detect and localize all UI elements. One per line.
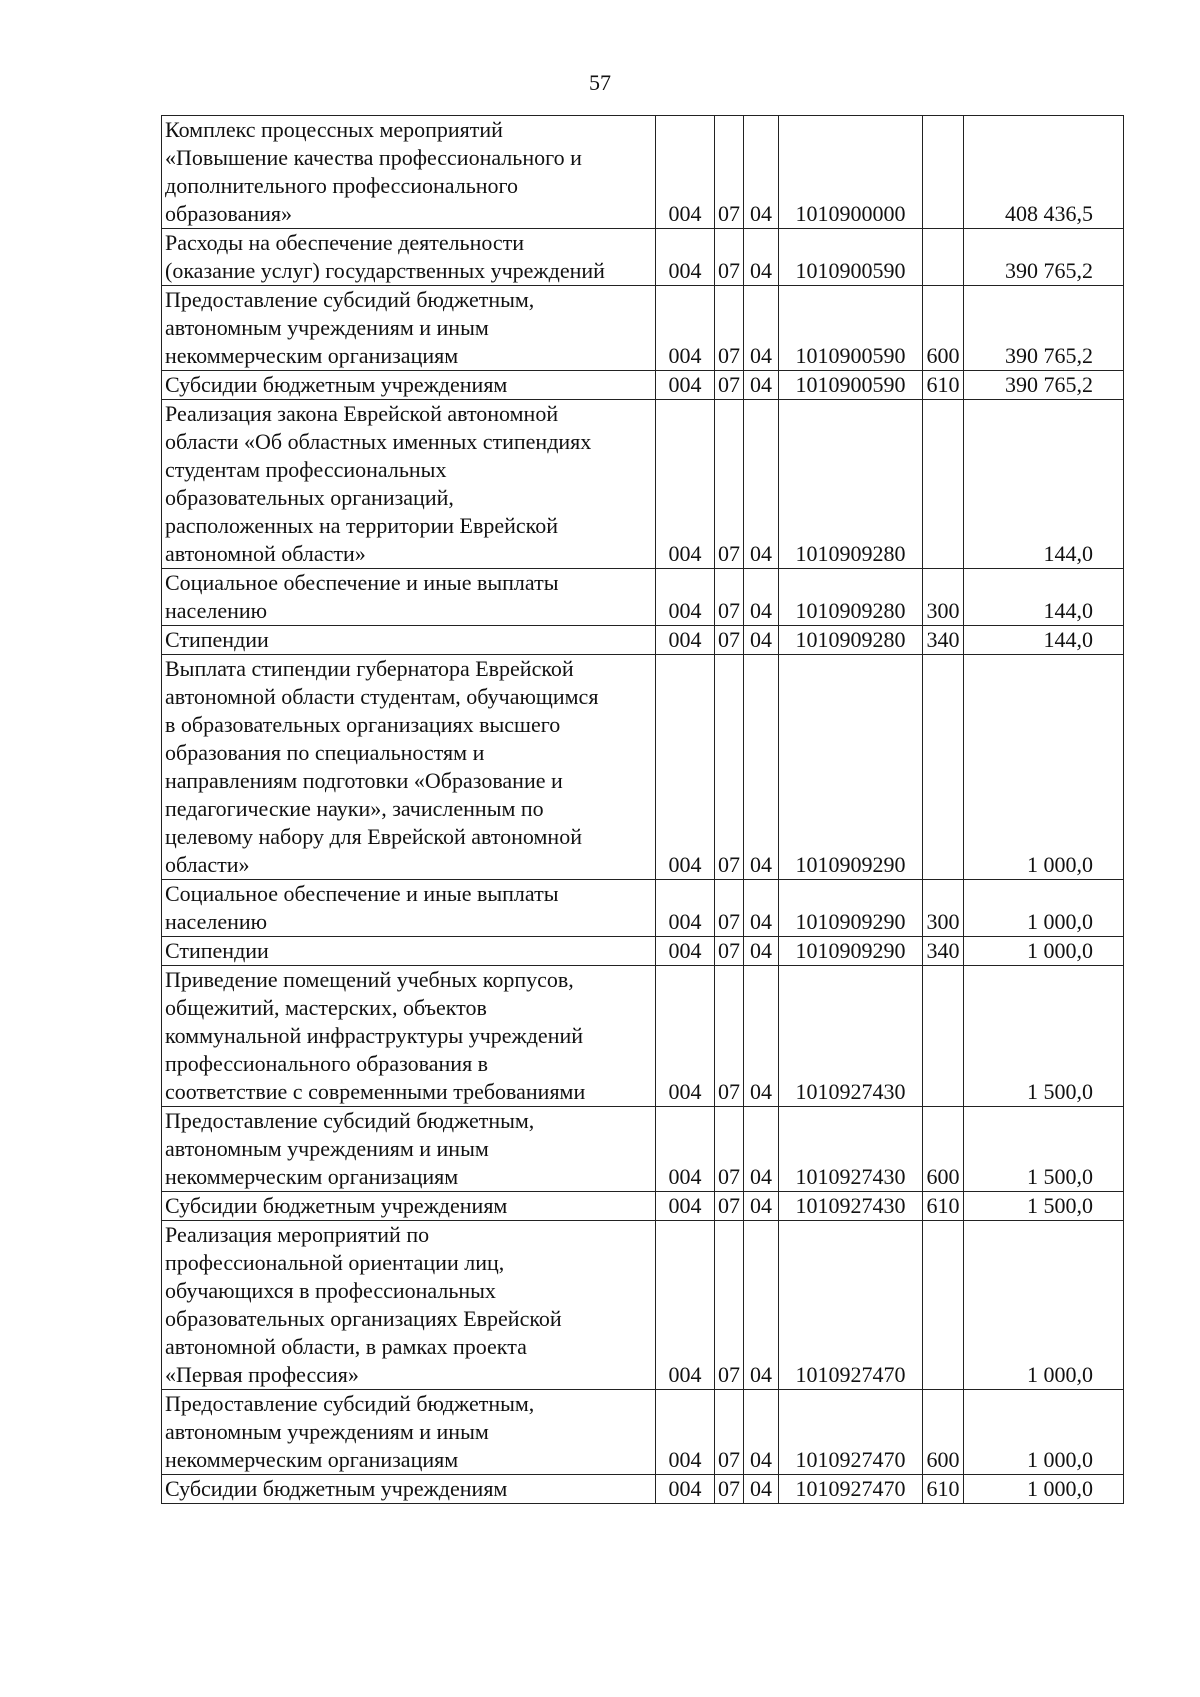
section-code-cell: 07 [715, 569, 744, 626]
ministry-code-cell: 004 [656, 655, 715, 880]
description-line: «Повышение качества профессионального и [165, 145, 582, 170]
description-line: (оказание услуг) государственных учреждений [165, 258, 605, 283]
description-line: профессионального образования в [165, 1051, 489, 1076]
section-code-cell: 07 [715, 1192, 744, 1221]
description-line: населению [165, 909, 268, 934]
description-cell [162, 626, 656, 655]
expense-type-cell: 340 [923, 626, 964, 655]
amount-cell: 1 000,0 [964, 655, 1124, 880]
subsection-code-cell: 04 [744, 655, 779, 880]
ministry-code-cell: 004 [656, 1107, 715, 1192]
budget-table [161, 115, 1124, 1504]
description-line: коммунальной инфраструктуры учреждений [165, 1023, 584, 1048]
description-cell [162, 569, 656, 626]
amount-cell: 1 000,0 [964, 880, 1124, 937]
ministry-code-cell: 004 [656, 626, 715, 655]
subsection-code-cell: 04 [744, 1221, 779, 1390]
subsection-code-cell: 04 [744, 286, 779, 371]
description-line: студентам профессиональных [165, 457, 447, 482]
description-line: образования по специальностям и [165, 740, 485, 765]
target-article-cell: 1010909280 [779, 626, 923, 655]
amount-cell: 144,0 [964, 400, 1124, 569]
section-code-cell: 07 [715, 1475, 744, 1504]
table-row [162, 966, 1124, 1107]
description-line: Комплекс процессных мероприятий [165, 117, 503, 142]
ministry-code-cell: 004 [656, 400, 715, 569]
description-cell [162, 655, 656, 880]
table-row [162, 626, 1124, 655]
amount-cell: 1 000,0 [964, 937, 1124, 966]
description-cell [162, 1221, 656, 1390]
amount-cell: 390 765,2 [964, 229, 1124, 286]
table-row [162, 1107, 1124, 1192]
description-cell [162, 937, 656, 966]
description-line: Приведение помещений учебных корпусов, [165, 967, 574, 992]
subsection-code-cell: 04 [744, 371, 779, 400]
table-row [162, 1221, 1124, 1390]
amount-cell: 1 500,0 [964, 1107, 1124, 1192]
target-article-cell: 1010927470 [779, 1475, 923, 1504]
ministry-code-cell: 004 [656, 1221, 715, 1390]
target-article-cell: 1010909290 [779, 937, 923, 966]
description-line: Стипендии [165, 938, 269, 963]
description-cell [162, 1192, 656, 1221]
expense-type-cell [923, 400, 964, 569]
target-article-cell: 1010909280 [779, 400, 923, 569]
ministry-code-cell: 004 [656, 1192, 715, 1221]
target-article-cell: 1010900000 [779, 116, 923, 229]
ministry-code-cell: 004 [656, 937, 715, 966]
target-article-cell: 1010927470 [779, 1390, 923, 1475]
table-body [162, 116, 1124, 1504]
section-code-cell: 07 [715, 1221, 744, 1390]
subsection-code-cell: 04 [744, 116, 779, 229]
target-article-cell: 1010927430 [779, 966, 923, 1107]
section-code-cell: 07 [715, 371, 744, 400]
subsection-code-cell: 04 [744, 569, 779, 626]
table-row [162, 1475, 1124, 1504]
table-row [162, 1390, 1124, 1475]
ministry-code-cell: 004 [656, 880, 715, 937]
description-line: автономным учреждениям и иным [165, 1419, 489, 1444]
description-line: Реализация мероприятий по [165, 1222, 430, 1247]
expense-type-cell [923, 229, 964, 286]
amount-cell: 1 000,0 [964, 1475, 1124, 1504]
section-code-cell: 07 [715, 880, 744, 937]
description-line: Предоставление субсидий бюджетным, [165, 1391, 535, 1416]
expense-type-cell: 300 [923, 569, 964, 626]
expense-type-cell: 610 [923, 371, 964, 400]
description-line: расположенных на территории Еврейской [165, 513, 558, 538]
section-code-cell: 07 [715, 1107, 744, 1192]
expense-type-cell: 600 [923, 1107, 964, 1192]
expense-type-cell [923, 966, 964, 1107]
section-code-cell: 07 [715, 116, 744, 229]
description-line: Субсидии бюджетным учреждениям [165, 1193, 508, 1218]
table-row [162, 937, 1124, 966]
table-row [162, 655, 1124, 880]
description-line: образовательных организаций, [165, 485, 454, 510]
target-article-cell: 1010900590 [779, 286, 923, 371]
target-article-cell: 1010909290 [779, 655, 923, 880]
description-cell [162, 1390, 656, 1475]
target-article-cell: 1010927470 [779, 1221, 923, 1390]
amount-cell: 390 765,2 [964, 286, 1124, 371]
section-code-cell: 07 [715, 400, 744, 569]
description-line: области «Об областных именных стипендиях [165, 429, 592, 454]
description-line: автономной области, в рамках проекта [165, 1334, 527, 1359]
amount-cell: 1 500,0 [964, 966, 1124, 1107]
description-line: автономным учреждениям и иным [165, 315, 489, 340]
ministry-code-cell: 004 [656, 229, 715, 286]
ministry-code-cell: 004 [656, 116, 715, 229]
ministry-code-cell: 004 [656, 1390, 715, 1475]
section-code-cell: 07 [715, 966, 744, 1107]
description-line: дополнительного профессионального [165, 173, 518, 198]
description-line: целевому набору для Еврейской автономной [165, 824, 582, 849]
target-article-cell: 1010927430 [779, 1192, 923, 1221]
table-row [162, 569, 1124, 626]
section-code-cell: 07 [715, 626, 744, 655]
description-line: автономным учреждениям и иным [165, 1136, 489, 1161]
description-line: некоммерческим организациям [165, 1164, 459, 1189]
description-line: профессиональной ориентации лиц, [165, 1250, 505, 1275]
section-code-cell: 07 [715, 286, 744, 371]
amount-cell: 408 436,5 [964, 116, 1124, 229]
description-line: Расходы на обеспечение деятельности [165, 230, 525, 255]
description-line: населению [165, 598, 268, 623]
description-cell [162, 880, 656, 937]
description-line: Реализация закона Еврейской автономной [165, 401, 559, 426]
target-article-cell: 1010900590 [779, 229, 923, 286]
description-line: Субсидии бюджетным учреждениям [165, 372, 508, 397]
page-number: 57 [589, 70, 611, 95]
target-article-cell: 1010927430 [779, 1107, 923, 1192]
subsection-code-cell: 04 [744, 626, 779, 655]
table-row [162, 371, 1124, 400]
expense-type-cell [923, 116, 964, 229]
amount-cell: 144,0 [964, 626, 1124, 655]
subsection-code-cell: 04 [744, 966, 779, 1107]
amount-cell: 390 765,2 [964, 371, 1124, 400]
description-line: Социальное обеспечение и иные выплаты [165, 881, 559, 906]
target-article-cell: 1010909280 [779, 569, 923, 626]
section-code-cell: 07 [715, 1390, 744, 1475]
ministry-code-cell: 004 [656, 966, 715, 1107]
amount-cell: 1 000,0 [964, 1390, 1124, 1475]
description-line: образовательных организациях Еврейской [165, 1306, 562, 1331]
target-article-cell: 1010909290 [779, 880, 923, 937]
subsection-code-cell: 04 [744, 1390, 779, 1475]
description-line: соответствие с современными требованиями [165, 1079, 586, 1104]
description-line: Субсидии бюджетным учреждениям [165, 1476, 508, 1501]
description-cell [162, 229, 656, 286]
expense-type-cell [923, 1221, 964, 1390]
expense-type-cell: 610 [923, 1475, 964, 1504]
description-line: автономной области» [165, 541, 366, 566]
expense-type-cell [923, 655, 964, 880]
description-line: Предоставление субсидий бюджетным, [165, 287, 535, 312]
subsection-code-cell: 04 [744, 1107, 779, 1192]
description-line: Стипендии [165, 627, 269, 652]
subsection-code-cell: 04 [744, 937, 779, 966]
target-article-cell: 1010900590 [779, 371, 923, 400]
subsection-code-cell: 04 [744, 1192, 779, 1221]
description-cell [162, 400, 656, 569]
description-cell [162, 371, 656, 400]
subsection-code-cell: 04 [744, 229, 779, 286]
description-line: в образовательных организациях высшего [165, 712, 561, 737]
expense-type-cell: 600 [923, 1390, 964, 1475]
description-line: направлениям подготовки «Образование и [165, 768, 563, 793]
description-line: обучающихся в профессиональных [165, 1278, 496, 1303]
description-line: Социальное обеспечение и иные выплаты [165, 570, 559, 595]
description-line: автономной области студентам, обучающимся [165, 684, 599, 709]
expense-type-cell: 300 [923, 880, 964, 937]
ministry-code-cell: 004 [656, 1475, 715, 1504]
amount-cell: 1 500,0 [964, 1192, 1124, 1221]
subsection-code-cell: 04 [744, 1475, 779, 1504]
description-line: «Первая профессия» [165, 1362, 359, 1387]
description-line: некоммерческим организациям [165, 343, 459, 368]
description-line: общежитий, мастерских, объектов [165, 995, 487, 1020]
table-row [162, 400, 1124, 569]
table-row [162, 116, 1124, 229]
description-cell [162, 1107, 656, 1192]
description-line: некоммерческим организациям [165, 1447, 459, 1472]
section-code-cell: 07 [715, 229, 744, 286]
amount-cell: 1 000,0 [964, 1221, 1124, 1390]
ministry-code-cell: 004 [656, 286, 715, 371]
section-code-cell: 07 [715, 937, 744, 966]
ministry-code-cell: 004 [656, 569, 715, 626]
table-row [162, 880, 1124, 937]
description-cell [162, 116, 656, 229]
table-row [162, 1192, 1124, 1221]
description-line: области» [165, 852, 250, 877]
description-cell [162, 286, 656, 371]
ministry-code-cell: 004 [656, 371, 715, 400]
description-line: образования» [165, 201, 293, 226]
amount-cell: 144,0 [964, 569, 1124, 626]
table-row [162, 229, 1124, 286]
description-line: Предоставление субсидий бюджетным, [165, 1108, 535, 1133]
subsection-code-cell: 04 [744, 880, 779, 937]
subsection-code-cell: 04 [744, 400, 779, 569]
table-row [162, 286, 1124, 371]
description-cell [162, 966, 656, 1107]
description-line: педагогические науки», зачисленным по [165, 796, 544, 821]
description-cell [162, 1475, 656, 1504]
section-code-cell: 07 [715, 655, 744, 880]
expense-type-cell: 610 [923, 1192, 964, 1221]
expense-type-cell: 600 [923, 286, 964, 371]
expense-type-cell: 340 [923, 937, 964, 966]
description-line: Выплата стипендии губернатора Еврейской [165, 656, 574, 681]
